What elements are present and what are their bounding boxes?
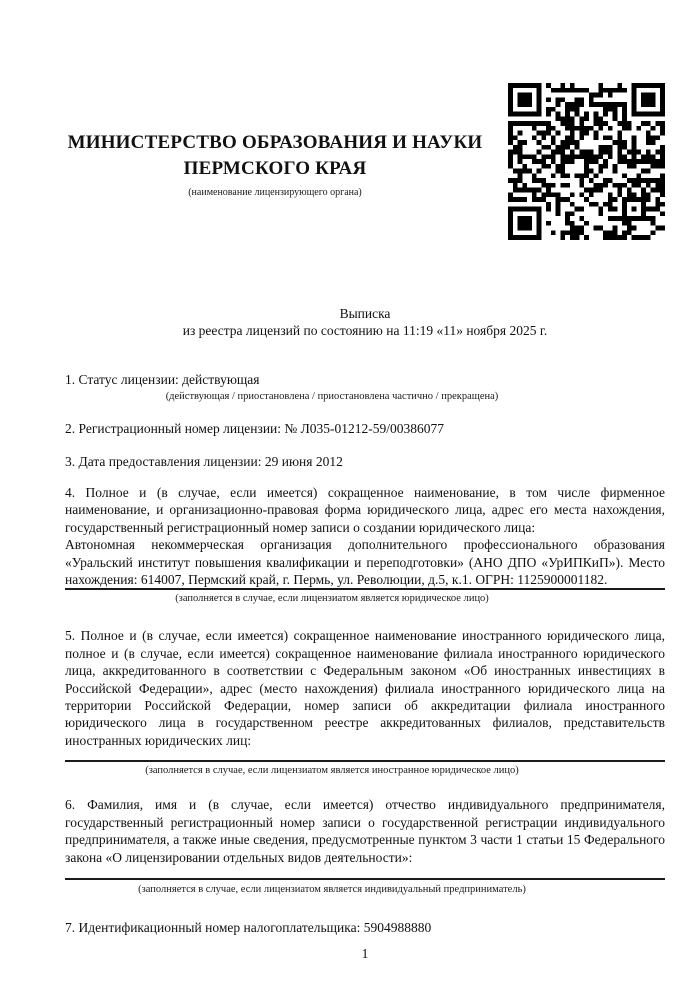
legal-entity-underline [65, 588, 665, 590]
page-number: 1 [361, 945, 369, 961]
document-title-line1: Выписка [339, 306, 391, 321]
ministry-name-line1: МИНИСТЕРСТВО ОБРАЗОВАНИЯ И НАУКИ [67, 132, 483, 153]
foreign-entity-caption: (заполняется в случае, если лицензиатом является иностранное юридическое лицо) [145, 765, 519, 777]
license-status-caption: (действующая / приостановлена / приостановлена частично / прекращена) [165, 391, 499, 402]
qr-code-icon [508, 83, 665, 240]
licensing-authority-header [63, 130, 487, 199]
legal-entity-section [65, 484, 665, 588]
qr-code-icon [508, 83, 665, 240]
legal-entity-value: Автономная некоммерческая организация дополнительного профессионального образования «Уральский институт повышения квалификации и переподготовки» (АНО ДПО «УрИПКиП»). Место нахождения: 614007, Пермский край, г. Пермь, ул. Революции, д.5, к.1. ОГРН: 1125900001182. [65, 537, 665, 588]
inn-line: 7. Идентификационный номер налогоплательщика: 5904988880 [65, 919, 432, 935]
individual-entrepreneur-underline [65, 878, 665, 880]
document-title [65, 305, 665, 339]
foreign-entity-underline [65, 760, 665, 762]
licensing-authority-caption: (наименование лицензирующего органа) [188, 187, 362, 198]
registration-number-line: 2. Регистрационный номер лицензии: № Л035-01212-59/00386077 [65, 421, 445, 436]
document-title-line2: из реестра лицензий по состоянию на 11:19 «11» ноября 2025 г. [182, 323, 548, 338]
foreign-entity-label: 5. Полное и (в случае, если имеется) сокращенное наименование иностранного юридического лица, полное и (в случае, если имеется) сокращенное наименование филиала иностранного юридического лица, аккредитованного в соответствии с Федеральным законом «Об иностранных инвестициях в Российской Федерации», адрес (место нахождения) филиала иностранного юридического лица на территории Российской Федерации, номер записи об аккредитации филиала иностранного юридического лица в государственном реестре аккредитованных филиалов, представительств иностранных юридических лиц: [65, 628, 665, 748]
document-body [65, 305, 665, 962]
grant-date-line: 3. Дата предоставления лицензии: 29 июня 2012 [65, 454, 343, 469]
license-status-line: 1. Статус лицензии: действующая [65, 372, 260, 387]
individual-entrepreneur-caption: (заполняется в случае, если лицензиатом является индивидуальный предприниматель) [138, 883, 526, 895]
individual-entrepreneur-section [65, 796, 665, 866]
legal-entity-label: 4. Полное и (в случае, если имеется) сокращенное наименование, в том числе фирменное наименование, и организационно-правовая форма юридического лица, адрес его места нахождения, государственный регистрационный номер записи о создании юридического лица: [65, 485, 665, 535]
legal-entity-caption: (заполняется в случае, если лицензиатом является юридическое лицо) [175, 593, 489, 605]
ministry-name-line2: ПЕРМСКОГО КРАЯ [183, 158, 367, 179]
foreign-entity-section [65, 627, 665, 749]
individual-entrepreneur-label: 6. Фамилия, имя и (в случае, если имеется) отчество индивидуального предпринимателя, государственный регистрационный номер записи о государственной регистрации индивидуального предпринимателя, а также иные сведения, предусмотренные пунктом 3 части 1 статьи 15 Федерального закона «О лицензировании отдельных видов деятельности»: [65, 797, 665, 865]
